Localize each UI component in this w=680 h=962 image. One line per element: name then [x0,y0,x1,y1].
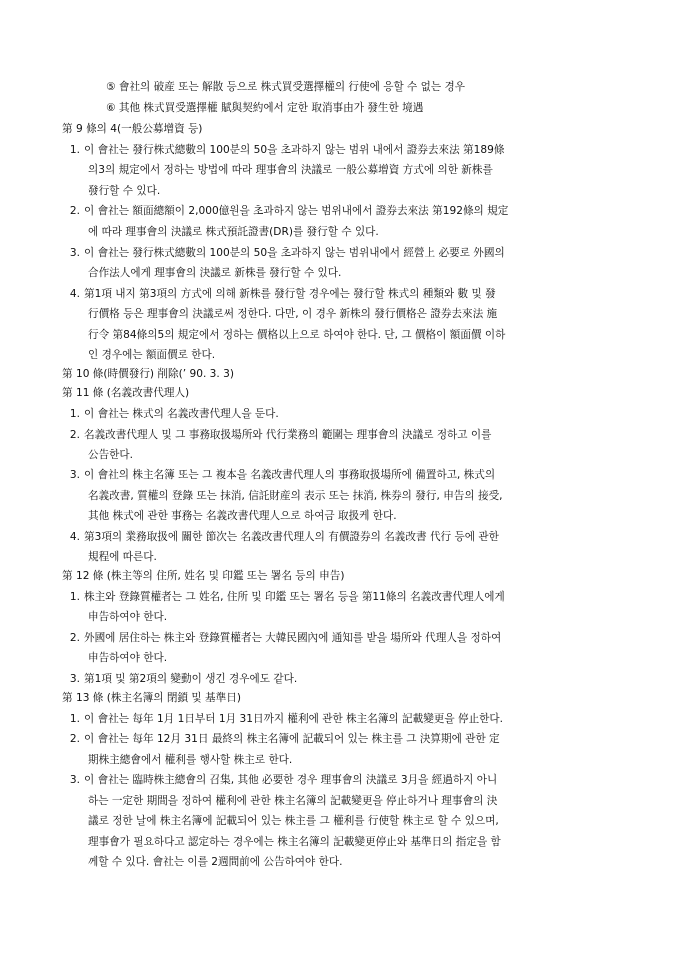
clause-9-3-item-5: ⑤ 會社의 破産 또는 解散 등으로 株式買受選擇權의 行使에 응할 수 없는 경우 [106,81,465,93]
item-number: 3. [69,774,80,786]
article-11-item-4-cont: 規程에 따른다. [88,551,157,563]
article-12-item-1: 1. 株主와 登錄質權者는 그 姓名, 住所 및 印鑑 또는 署名 등을 第11條의 名義改書代理人에게 [62,589,505,605]
item-number: 1. [69,408,80,420]
article-12-item-3: 3. 第1項 및 第2項의 變動이 생긴 경우에도 같다. [62,671,297,687]
item-number: 2. [69,205,80,217]
item-number: 3. [69,247,80,259]
article-9-4-heading: 第 9 條의 4(一般公募增資 등) [62,123,203,135]
article-10-heading: 第 10 條(時價發行) 削除(’ 90. 3. 3) [62,368,235,380]
item-number: 3. [69,673,80,685]
clause-9-3-item-6: ⑥ 其他 株式買受選擇權 賦與契約에서 定한 取消事由가 發生한 境遇 [106,102,424,114]
item-number: 4. [69,531,80,543]
article-11-item-4: 4. 第3項의 業務取扱에 關한 節次는 名義改書代理人의 有價證券의 名義改書 代行 등에 관한 [62,529,499,545]
item-number: 1. [69,713,80,725]
article-13-item-2: 2. 이 會社는 每年 12月 31日 最終의 株主名簿에 記載되어 있는 株主를 그 決算期에 관한 定 [62,731,500,747]
article-11-item-1: 1. 이 會社는 株式의 名義改書代理人을 둔다. [62,406,279,422]
item-number: 2. [69,733,80,745]
article-12-item-2-cont: 申告하여야 한다. [88,652,168,664]
article-13-item-3-cont: 理事會가 필요하다고 認定하는 경우에는 株主名簿의 記載變更停止와 基準日의 指定을 함 [88,836,501,848]
article-9-4-item-3-cont: 合作法人에게 理事會의 決議로 新株를 發行할 수 있다. [88,267,342,279]
item-number: 3. [69,469,80,481]
article-9-4-item-4-cont: 行價格 등은 理事會의 決議로써 정한다. 다만, 이 경우 新株의 發行價格은 證券去來法 施 [88,308,498,320]
item-number: 2. [69,632,80,644]
article-9-4-item-3: 3. 이 會社는 發行株式總數의 100분의 50을 초과하지 않는 범위내에서 經營上 必要로 外國의 [62,245,505,261]
article-9-4-item-4-cont: 인 경우에는 額面價로 한다. [88,349,216,361]
item-number: 1. [69,591,80,603]
item-number: 4. [69,288,80,300]
article-13-item-2-cont: 期株主總會에서 權利를 행사할 株主로 한다. [88,754,293,766]
article-9-4-item-1-cont: 發行할 수 있다. [88,185,161,197]
article-9-4-item-2-cont: 에 따라 理事會의 決議로 株式預託證書(DR)를 發行할 수 있다. [88,226,379,238]
article-9-4-item-1: 1. 이 會社는 發行株式總數의 100분의 50을 초과하지 않는 범위 내에서 證券去來法 第189條 [62,142,504,158]
article-11-item-2: 2. 名義改書代理人 및 그 事務取扱場所와 代行業務의 範圍는 理事會의 決議로 정하고 이를 [62,427,491,443]
article-12-heading: 第 12 條 (株主等의 住所, 姓名 및 印鑑 또는 署名 등의 申告) [62,570,345,582]
item-number: 2. [69,429,80,441]
article-9-4-item-4-cont: 行令 第84條의5의 規定에서 정하는 價格以上으로 하여야 한다. 단, 그 價格이 額面價 이하 [88,329,506,341]
article-9-4-item-4: 4. 第1項 내지 第3項의 方式에 의해 新株를 發行할 경우에는 發行할 株式의 種類와 數 및 發 [62,286,496,302]
article-13-heading: 第 13 條 (株主名簿의 閉鎖 및 基準日) [62,692,241,704]
article-9-4-item-2: 2. 이 會社는 額面總額이 2,000億원을 초과하지 않는 범위내에서 證券去來法 第192條의 規定 [62,203,508,219]
article-11-heading: 第 11 條 (名義改書代理人) [62,387,190,399]
article-12-item-1-cont: 申告하여야 한다. [88,611,168,623]
article-13-item-3-cont: 께할 수 있다. 會社는 이를 2週間前에 公告하여야 한다. [88,856,343,868]
article-13-item-3-cont: 하는 一定한 期間을 정하여 權利에 관한 株主名簿의 記載變更을 停止하거나 理事會의 決 [88,795,498,807]
article-11-item-3: 3. 이 會社의 株主名簿 또는 그 複本을 名義改書代理人의 事務取扱場所에 備置하고, 株式의 [62,467,495,483]
article-12-item-2: 2. 外國에 居住하는 株主와 登錄質權者는 大韓民國內에 通知를 받을 場所와 代理人을 정하여 [62,630,501,646]
article-13-item-3: 3. 이 會社는 臨時株主總會의 召集, 其他 必要한 경우 理事會의 決議로 3月을 經過하지 아니 [62,772,497,788]
article-11-item-3-cont: 名義改書, 質權의 登錄 또는 抹消, 信託財産의 表示 또는 抹消, 株券의 發行, 申告의 接受, [88,490,503,502]
article-9-4-item-1-cont: 의3의 規定에서 정하는 방법에 따라 理事會의 決議로 一般公募增資 方式에 의한 新株를 [88,164,493,176]
article-13-item-3-cont: 議로 정한 날에 株主名簿에 記載되어 있는 株主를 그 權利를 行使할 株主로 할 수 있으며, [88,815,499,827]
article-11-item-2-cont: 公告한다. [88,449,134,461]
item-number: 1. [69,144,80,156]
article-13-item-1: 1. 이 會社는 每年 1月 1日부터 1月 31日까지 權利에 관한 株主名簿의 記載變更을 停止한다. [62,711,503,727]
article-11-item-3-cont: 其他 株式에 관한 事務는 名義改書代理人으로 하여금 取扱케 한다. [88,510,397,522]
